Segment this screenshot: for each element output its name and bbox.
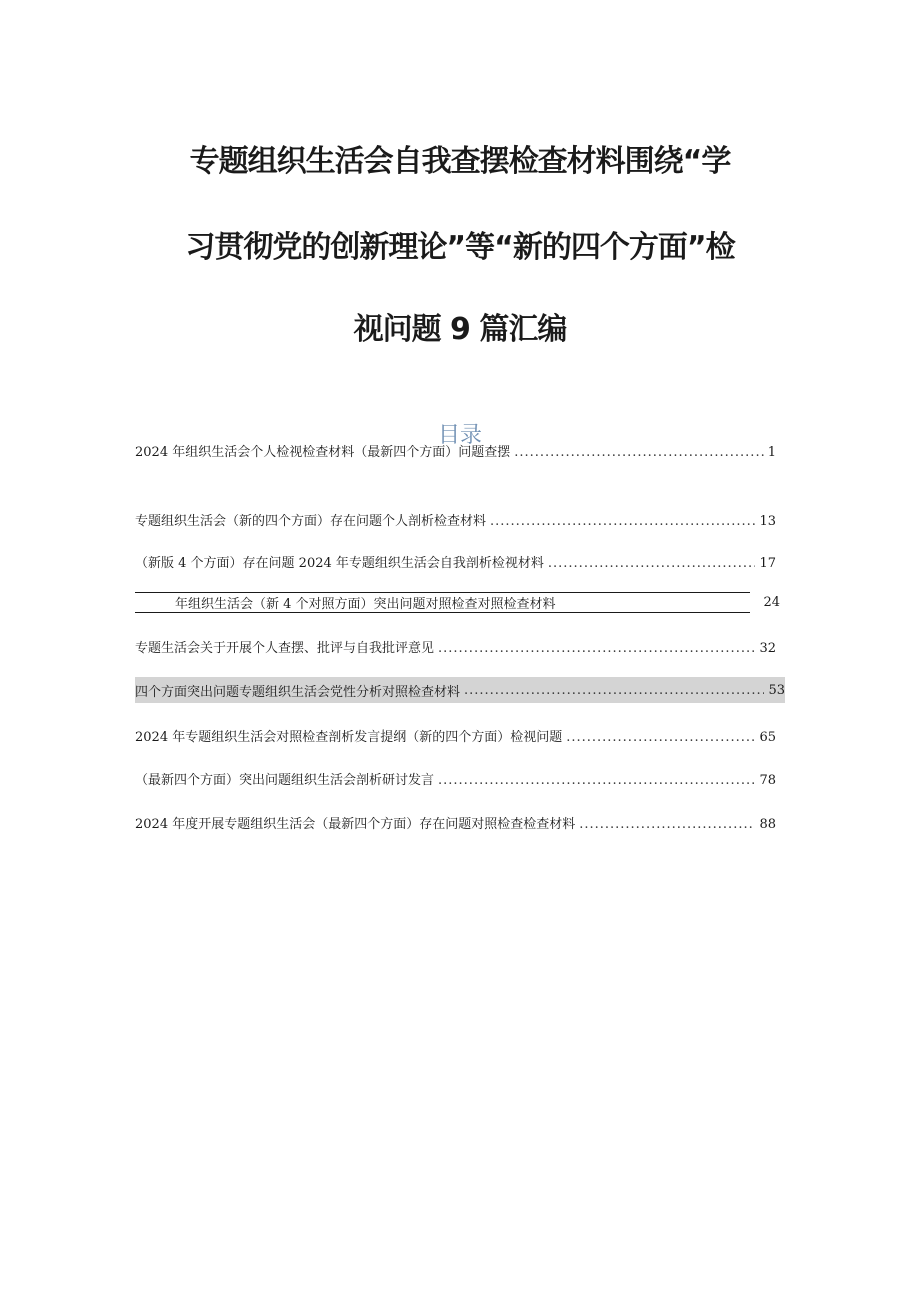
document-title-line-1: 专题组织生活会自我查摆检查材料围绕“学 <box>189 144 731 179</box>
toc-entry-page: 1 <box>767 445 776 460</box>
toc-leader-dots <box>490 514 755 529</box>
toc-entry[interactable] <box>135 592 780 613</box>
toc-entry[interactable] <box>135 434 776 460</box>
toc-entry[interactable] <box>135 630 776 656</box>
toc-entry[interactable] <box>135 503 776 529</box>
toc-leader-dots <box>464 683 764 698</box>
toc-leader-dots <box>579 817 755 832</box>
toc-entry-title: 2024 年度开展专题组织生活会（最新四个方面）存在问题对照检查检查材料 <box>135 817 576 832</box>
toc-leader-dots <box>438 641 755 656</box>
toc-entry-page: 17 <box>759 556 776 571</box>
toc-leader-dots <box>514 445 764 460</box>
toc-leader-dots <box>566 730 755 745</box>
toc-entry-page: 65 <box>759 730 776 745</box>
toc-entry-page: 32 <box>759 641 776 656</box>
toc-heading: 目录 <box>437 423 482 448</box>
toc-entry-title: 年组织生活会（新 4 个对照方面）突出问题对照检查对照检查材料 <box>175 597 556 612</box>
toc-entry[interactable] <box>135 806 776 832</box>
toc-entry-page: 24 <box>763 595 780 610</box>
toc-entry-page: 53 <box>768 682 785 698</box>
toc-entry-page: 13 <box>759 514 776 529</box>
document-title-line-3: 视问题 9 篇汇编 <box>353 312 567 347</box>
toc-entry-title: 四个方面突出问题专题组织生活会党性分析对照检查材料 <box>135 684 461 700</box>
toc-entry-page: 78 <box>759 773 776 788</box>
toc-entry-title: （新版 4 个方面）存在问题 2024 年专题组织生活会自我剖析检视材料 <box>135 556 544 571</box>
toc-entry-title: 专题生活会关于开展个人查摆、批评与自我批评意见 <box>135 641 435 656</box>
toc-entry-highlighted[interactable] <box>135 677 785 703</box>
document-title-line-2: 习贯彻党的创新理论”等“新的四个方面”检 <box>185 230 735 265</box>
toc-entry-page: 88 <box>759 817 776 832</box>
toc-entry-title: （最新四个方面）突出问题组织生活会剖析研讨发言 <box>135 773 435 788</box>
toc-entry[interactable] <box>135 545 776 571</box>
toc-leader-dots <box>548 556 756 571</box>
toc-entry[interactable] <box>135 719 776 745</box>
toc-leader-dots <box>438 773 755 788</box>
toc-entry-title: 2024 年专题组织生活会对照检查剖析发言提纲（新的四个方面）检视问题 <box>135 730 563 745</box>
toc-entry-title: 专题组织生活会（新的四个方面）存在问题个人剖析检查材料 <box>135 514 487 529</box>
toc-entry-title: 2024 年组织生活会个人检视检查材料（最新四个方面）问题查摆 <box>135 445 511 460</box>
toc-entry[interactable] <box>135 762 776 788</box>
